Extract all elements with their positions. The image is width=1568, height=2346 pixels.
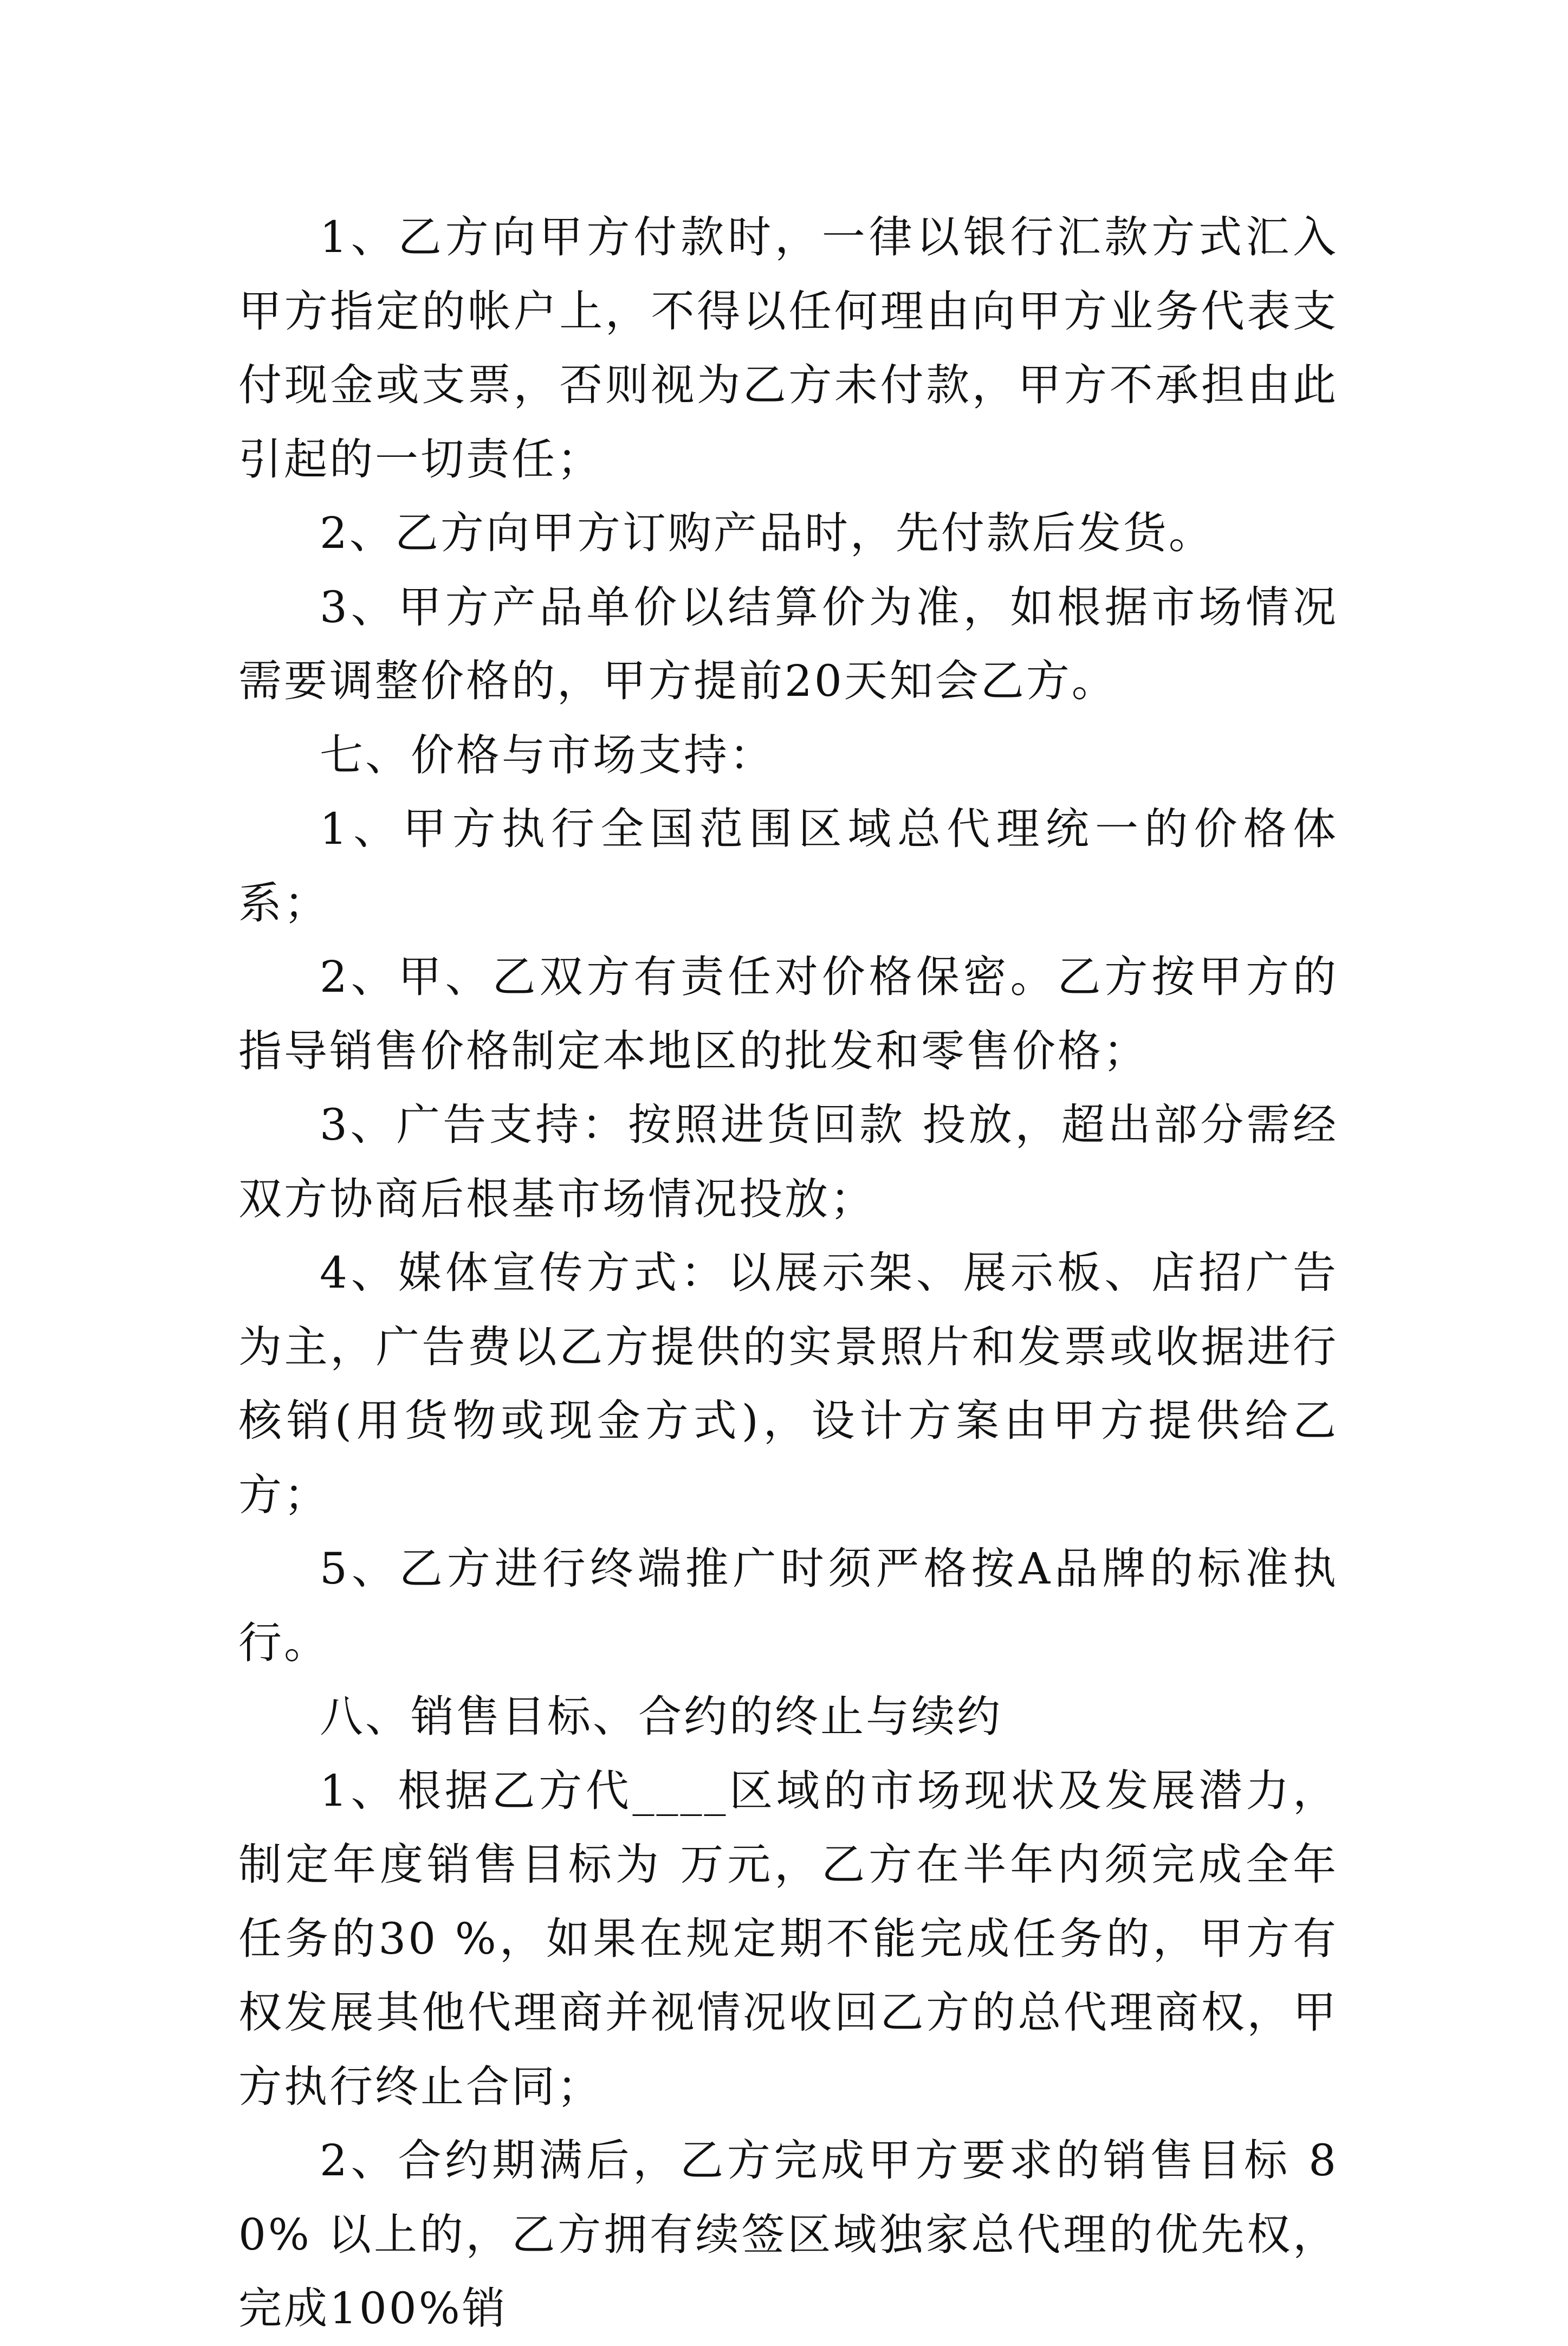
paragraph-media-promotion: 4、媒体宣传方式：以展示架、展示板、店招广告为主，广告费以乙方提供的实景照片和发票或收据进行核销(用货物或现金方式)，设计方案由甲方提供给乙方； xyxy=(238,1248,1338,1520)
paragraph-annual-target: 1、根据乙方代____区域的市场现状及发展潜力，制定年度销售目标为 万元，乙方在半年内须完成全年任务的30 %，如果在规定期不能完成任务的，甲方有权发展其他代理商并视情况收回乙方的总代理商权，甲方执行终止合同； xyxy=(238,1765,1338,2112)
paragraph-advertising-support: 3、广告支持：按照进货回款 投放，超出部分需经双方协商后根基市场情况投放； xyxy=(238,1100,1338,1224)
section-heading-sales-target: 八、销售目标、合约的终止与续约 xyxy=(320,1691,1002,1742)
section-heading-price-market-support: 七、价格与市场支持： xyxy=(320,729,775,780)
document-body xyxy=(238,201,1338,2346)
paragraph-unit-price: 3、甲方产品单价以结算价为准，如根据市场情况需要调整价格的，甲方提前20天知会乙方。 xyxy=(238,581,1338,706)
paragraph-terminal-promotion: 5、乙方进行终端推广时须严格按A品牌的标准执行。 xyxy=(238,1543,1338,1668)
paragraph-contract-renewal: 2、合约期满后，乙方完成甲方要求的销售目标 80% 以上的，乙方拥有续签区域独家总代理的优先权，完成100%销 xyxy=(238,2135,1338,2334)
paragraph-price-system: 1、甲方执行全国范围区域总代理统一的价格体系； xyxy=(238,804,1338,928)
paragraph-price-confidentiality: 2、甲、乙双方有责任对价格保密。乙方按甲方的指导销售价格制定本地区的批发和零售价格； xyxy=(238,952,1338,1076)
paragraph-order-payment: 2、乙方向甲方订购产品时，先付款后发货。 xyxy=(320,508,1214,558)
paragraph-payment-method: 1、乙方向甲方付款时，一律以银行汇款方式汇入甲方指定的帐户上，不得以任何理由向甲方业务代表支付现金或支票，否则视为乙方未付款，甲方不承担由此引起的一切责任； xyxy=(238,212,1338,484)
